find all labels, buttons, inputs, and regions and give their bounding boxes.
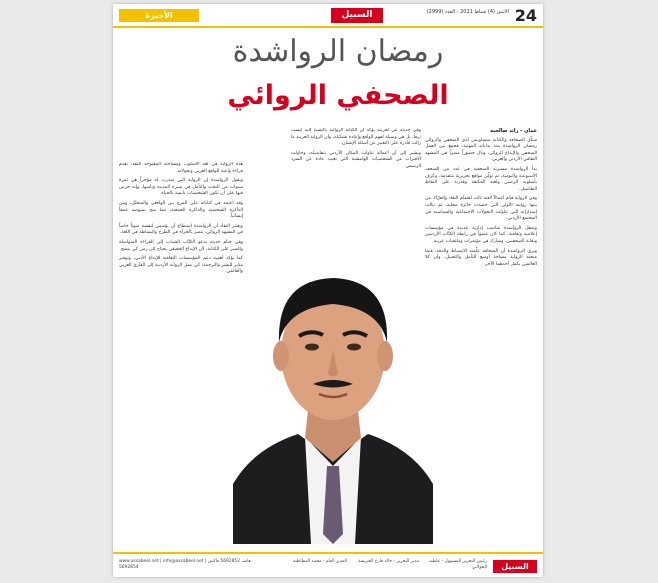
footer-managing-editor: مدير التحرير - خالد فازع الخريشة (358, 559, 419, 564)
paragraph: كما يؤكد أهمية دعم المؤسسات الثقافية للإبداع الأدبي، وتوفير منابر للنشر والترجمة، كي تصل الرواية الأردنية إلى القارئ العربي والعالمي. (119, 256, 243, 275)
article-column-right (425, 128, 537, 558)
paragraph: ويشير إلى أن أعماله تناولت المكان الأردني بتفاصيله، وحاولت الاقتراب من الشخصيات الهامشية التي تغيب عادة عن السرد الرسمي. (291, 150, 421, 169)
paragraph: شكّل الصحافة والكتابة متساويتين لدى الصحفي والروائي رمضان الرواشدة منذ بداياته المهنية، فجمع بين العمل الصحفي والإبداع الروائي، ونال حضوراً مميزاً في المشهد الثقافي الأردني والعربي. (425, 137, 537, 163)
paragraph: وشغل الرواشدة مناصب إدارية عديدة في مؤسسات إعلامية وثقافية، كما كان عضواً في رابطة الكتّاب الأردنيين ونقابة الصحفيين، وشارك في مؤتمرات وملتقيات عربية. (425, 225, 537, 244)
page-footer (113, 552, 543, 577)
article-column-left (119, 162, 243, 502)
newspaper-page (113, 4, 543, 577)
newspaper-logo: السبيل (331, 8, 383, 23)
paragraph: وفي الرواية قدّم أعمالاً لافتة نالت اهتمام النقاد والقرّاء، من بينها روايته الأولى التي حصدت جائزة محلية، ثم تتالت إصداراته التي تناولت التحولات الاجتماعية والسياسية في المجتمع الأردني. (425, 196, 537, 222)
footer-logo: السبيل (493, 560, 537, 573)
footer-contact-info: www.assabeel.net | info@assabeel.net | هاتف 5692852 فاكس 5692854 (119, 559, 251, 570)
article-byline: عمان - رائد صالحية (490, 128, 537, 134)
footer-editor-in-chief: رئيس التحرير المسؤول - عاطف الجولاني (428, 559, 487, 570)
page-header (113, 4, 543, 28)
paragraph: وفي ختام حديثه يدعو الكتّاب الشباب إلى القراءة المتواصلة والصبر على الكتابة، لأن الإبداع الحقيقي يحتاج إلى زمن كي ينضج. (119, 239, 243, 252)
article-column-middle (291, 128, 421, 248)
paragraph: ويرى الرواشدة أن الصحافة علّمته الانضباط والدقة، فيما منحته الرواية مساحة أوسع للتأمل والتخييل، وأن كلا العالمين يكمل أحدهما الآخر. (425, 248, 537, 267)
footer-general-manager: المدير العام - محمد الفظاظنة (293, 559, 347, 564)
page-number: 24 (514, 6, 537, 25)
paragraph: وفي حديثه عن تجربته يؤكد أن الكتابة الروائية بالنسبة إليه ليست ترفاً، بل هي وسيلة لفهم الواقع وإعادة تشكيله، وأن الرواية العربية ما زالت قادرة على التعبير عن أسئلة الإنسان. (291, 128, 421, 147)
issue-info: الاثنين (4) شباط 2021 - العدد (2999) (426, 9, 509, 15)
paragraph: ويعتبر النقاد أن الرواشدة استطاع أن يؤسس لنفسه صوتاً خاصاً في المشهد الروائي، يتميز بالجرأة في الطرح والبساطة في اللغة. (119, 223, 243, 236)
paragraph: وقد اعتمد في كتاباته على المزج بين الواقعي والمتخيّل، وبين الذاكرة الشخصية والذاكرة الجمعية، مما منح نصوصه عمقاً إنسانياً. (119, 200, 243, 220)
section-tag: الأخيرة (119, 9, 199, 22)
portrait-illustration (233, 234, 433, 544)
article-subtitle: الصحفي الروائي (227, 80, 449, 111)
paragraph: هذه الرواية في لغة الأسلوب ومساحته المفتوحة للنقد، تقدم قراءة واعية للواقع العربي وتحولاته. (119, 162, 243, 174)
paragraph: بدأ الرواشدة مسيرته الصحفية في عدد من الصحف الأسبوعية واليومية، ثم تولّى مواقع تحريرية متقدمة، وعُرف بأسلوبه الرصين ولغته المكثفة وقدرته على التقاط التفاصيل. (425, 166, 537, 192)
paragraph: ويقول الرواشدة إن الرواية التي صدرت له مؤخراً هي ثمرة سنوات من البحث والتأمل في سيرة المدينة وناسها، وإنه حرص فيها على أن تكون الشخصيات نابضة بالحياة. (119, 178, 243, 197)
article-title: رمضان الرواشدة (232, 34, 444, 69)
